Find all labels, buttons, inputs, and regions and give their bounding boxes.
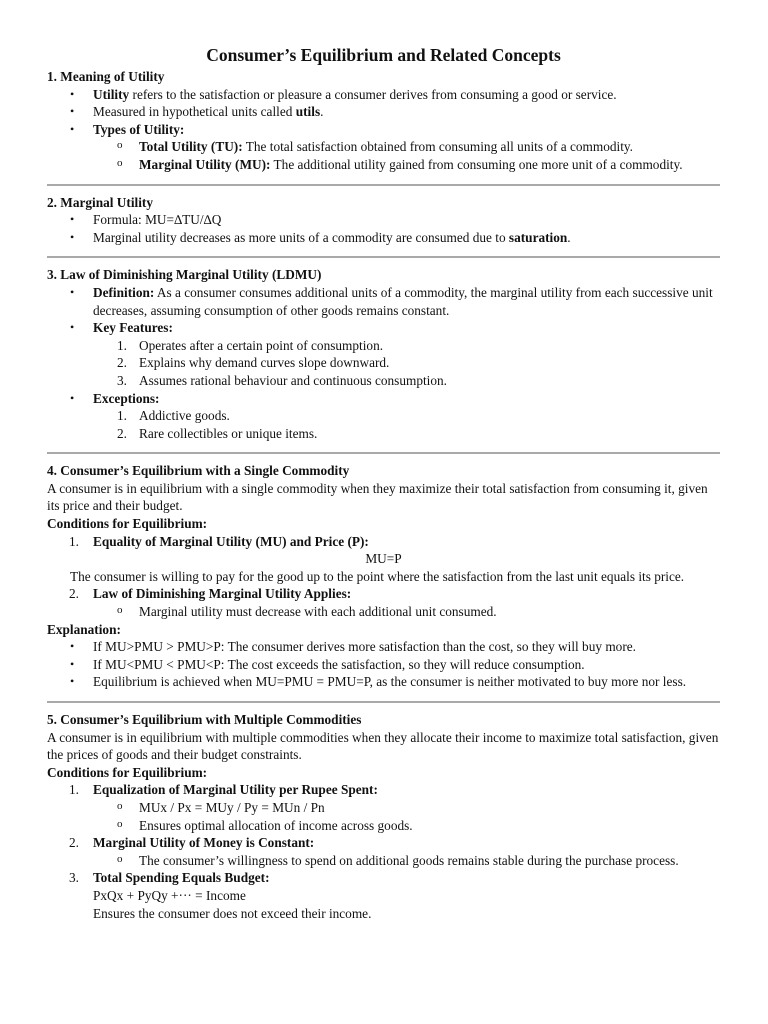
list-item: • Formula: MU=∆TU/∆Q <box>47 211 720 229</box>
conditions-heading: Conditions for Equilibrium: <box>47 764 208 780</box>
sub-list <box>93 138 720 173</box>
text: Operates after a certain point of consumption. <box>139 337 384 353</box>
list-item <box>47 533 720 551</box>
term: Types of Utility: <box>93 121 185 137</box>
list-item: o The consumer’s willingness to spend on additional goods remains stable during the purchase process. <box>47 852 720 870</box>
section-single-commodity <box>47 462 720 691</box>
list-item <box>47 585 720 620</box>
list-item <box>47 86 720 104</box>
text: . <box>320 104 324 120</box>
formula-line: PxQx + PyQy +··· = Income <box>93 887 246 903</box>
divider <box>47 184 720 186</box>
list-item <box>47 121 720 174</box>
bullet-list <box>47 86 720 174</box>
list-number: 2. <box>117 425 127 441</box>
bullet-list <box>47 211 720 246</box>
list-item: • If MU>PMU > PMU>P: The consumer derives more satisfaction than the cost, so they will buy more. <box>47 638 720 656</box>
term: Exceptions: <box>93 390 160 406</box>
section-title: 3. Law of Diminishing Marginal Utility (LDMU) <box>47 267 322 283</box>
divider <box>47 256 720 258</box>
numbered-list <box>47 585 720 620</box>
term: Equalization of Marginal Utility per Rupee Spent: <box>93 782 378 798</box>
term: Total Utility (TU): <box>139 139 243 155</box>
text: Marginal utility decreases as more units of a commodity are consumed due to <box>93 229 509 245</box>
list-number: 1. <box>69 782 79 798</box>
text: refers to the satisfaction or pleasure a consumer derives from consuming a good or service. <box>129 86 617 102</box>
list-item <box>47 425 720 443</box>
section-intro: A consumer is in equilibrium with a single commodity when they maximize their total satisfaction from consuming it, given its price and their budget. <box>47 480 708 514</box>
term: Key Features: <box>93 320 173 336</box>
section-marginal-utility <box>47 194 720 247</box>
text: Assumes rational behaviour and continuous consumption. <box>139 372 447 388</box>
section-title: 2. Marginal Utility <box>47 194 153 210</box>
term: utils <box>295 104 321 120</box>
list-number: 1. <box>117 337 127 353</box>
sub-list <box>93 852 720 870</box>
list-item: o Marginal utility must decrease with each additional unit consumed. <box>47 603 720 621</box>
bullet-list <box>47 284 720 442</box>
list-item <box>47 372 720 390</box>
list-number: 3. <box>117 372 127 388</box>
list-number: 1. <box>117 408 127 424</box>
list-item: o MUx / Px = MUy / Py = MUn / Pn <box>47 799 720 817</box>
list-number: 2. <box>69 586 79 602</box>
page-title: Consumer’s Equilibrium and Related Concepts <box>206 45 561 65</box>
term: Definition: <box>93 284 155 300</box>
list-item <box>47 229 720 247</box>
section-title: 1. Meaning of Utility <box>47 69 165 84</box>
section-intro: A consumer is in equilibrium with multiple commodities when they allocate their income to maximize total satisfaction, given the prices of goods and their budget constraints. <box>47 729 719 763</box>
text: Rare collectibles or unique items. <box>139 425 318 441</box>
numbered-list <box>93 407 720 442</box>
list-item <box>47 319 720 389</box>
list-number: 2. <box>117 355 127 371</box>
list-item: • If MU<PMU < PMU<P: The cost exceeds the satisfaction, so they will reduce consumption. <box>47 656 720 674</box>
text: Addictive goods. <box>139 408 230 424</box>
term: Marginal Utility of Money is Constant: <box>93 835 315 851</box>
section-title: 4. Consumer’s Equilibrium with a Single Commodity <box>47 463 350 479</box>
text: As a consumer consumes additional units of a commodity, the marginal utility from each successive unit decreases, assuming consumption of other goods remains constant. <box>93 284 713 318</box>
sub-list <box>93 799 720 834</box>
text: Measured in hypothetical units called <box>93 104 296 120</box>
term: Equality of Marginal Utility (MU) and Price (P): <box>93 533 369 549</box>
term: Utility <box>93 86 130 102</box>
equation: MU=P <box>365 551 402 567</box>
paragraph: Ensures the consumer does not exceed their income. <box>93 905 372 921</box>
divider <box>47 452 720 454</box>
list-number: 1. <box>69 533 79 549</box>
bullet-list <box>47 638 720 691</box>
list-item <box>47 390 720 443</box>
paragraph: The consumer is willing to pay for the good up to the point where the satisfaction from the last unit equals its price. <box>70 568 685 584</box>
text: Explains why demand curves slope downward. <box>139 355 390 371</box>
numbered-list <box>47 533 720 551</box>
list-item <box>47 869 720 887</box>
sub-list <box>93 603 720 621</box>
term: Total Spending Equals Budget: <box>93 870 270 886</box>
numbered-list <box>47 781 720 887</box>
list-item <box>47 781 720 834</box>
term: Law of Diminishing Marginal Utility Applies: <box>93 586 352 602</box>
list-item <box>47 407 720 425</box>
divider <box>47 701 720 703</box>
text: . <box>567 229 571 245</box>
section-multiple-commodities <box>47 711 720 922</box>
text: The total satisfaction obtained from consuming all units of a commodity. <box>242 139 634 155</box>
term: saturation <box>508 229 568 245</box>
list-item <box>47 103 720 121</box>
section-meaning-of-utility <box>47 68 720 174</box>
list-number: 3. <box>69 870 79 886</box>
list-item <box>47 156 720 174</box>
list-item <box>47 138 720 156</box>
section-ldmu <box>47 266 720 442</box>
list-item <box>47 354 720 372</box>
numbered-list <box>93 337 720 390</box>
term: Marginal Utility (MU): <box>139 156 271 172</box>
explanation-heading: Explanation: <box>47 621 121 637</box>
list-item: • Equilibrium is achieved when MU=PMU = PMU=P, as the consumer is neither motivated to buy more nor less. <box>47 673 720 691</box>
text: The additional utility gained from consuming one more unit of a commodity. <box>270 156 683 172</box>
conditions-heading: Conditions for Equilibrium: <box>47 516 208 532</box>
list-number: 2. <box>69 835 79 851</box>
list-item <box>47 834 720 869</box>
list-item <box>47 337 720 355</box>
list-item: o Ensures optimal allocation of income across goods. <box>47 817 720 835</box>
section-title: 5. Consumer’s Equilibrium with Multiple Commodities <box>47 712 362 727</box>
list-item <box>47 284 720 319</box>
